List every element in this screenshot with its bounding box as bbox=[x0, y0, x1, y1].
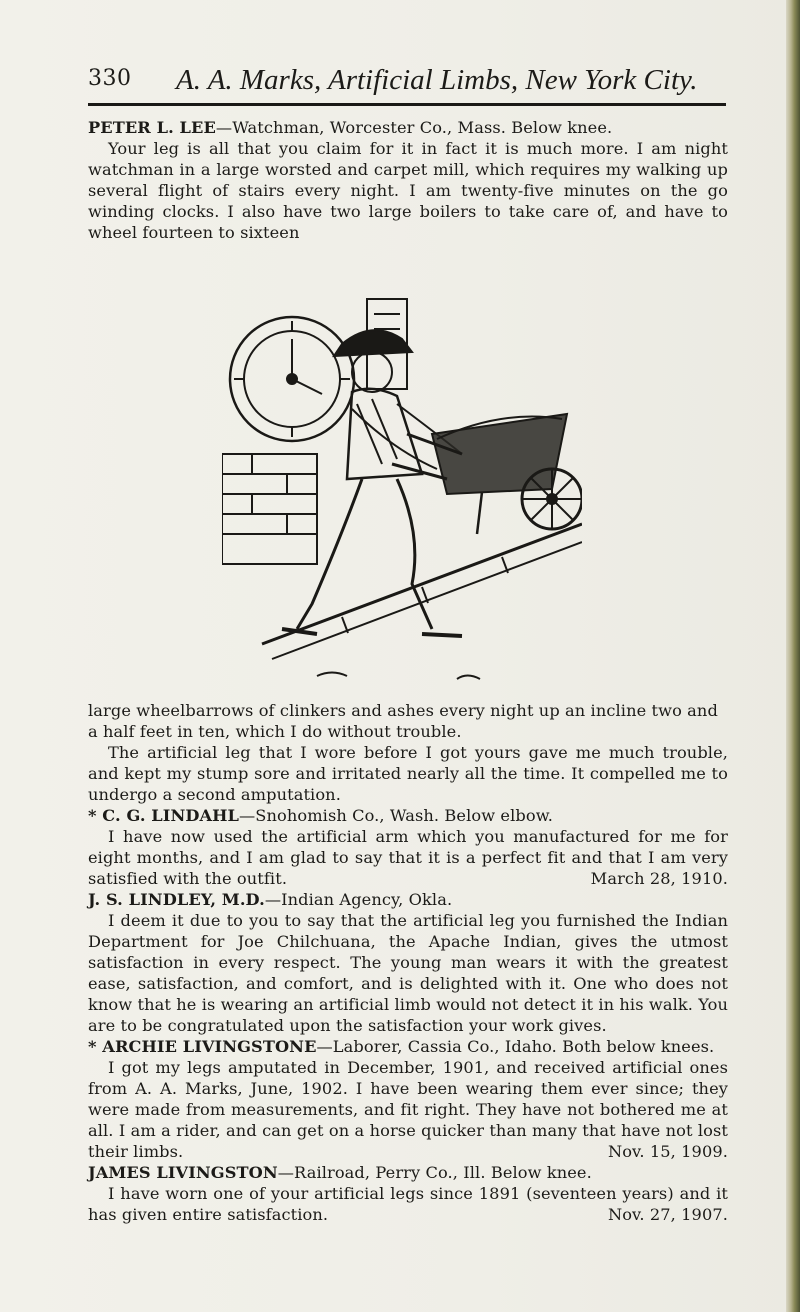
archie-name: * ARCHIE LIVINGSTONE bbox=[88, 1037, 317, 1056]
lindahl-heading bbox=[88, 805, 728, 826]
header-rule bbox=[88, 103, 726, 106]
lindley-heading-rest: —Indian Agency, Okla. bbox=[264, 890, 453, 909]
lindahl-text bbox=[88, 826, 728, 889]
james-heading bbox=[88, 1162, 728, 1183]
lee-text-after-figure: large wheelbarrows of clinkers and ashes every night up an incline two and a half feet in ten, which I do without trouble. bbox=[88, 701, 718, 741]
archie-heading bbox=[88, 1036, 728, 1057]
running-head: A. A. Marks, Artificial Limbs, New York City. bbox=[176, 64, 698, 96]
lee-name: PETER L. LEE bbox=[88, 118, 216, 137]
archie-text bbox=[88, 1057, 728, 1162]
lee-heading-rest: —Watchman, Worcester Co., Mass. Below knee. bbox=[215, 118, 613, 137]
lindley-heading bbox=[88, 889, 728, 910]
lindahl-heading-rest: —Snohomish Co., Wash. Below elbow. bbox=[239, 806, 553, 825]
lindahl-body: I have now used the artificial arm which you manufactured for me for eight months, and I am glad to say that it is a perfect fit and that I am very satisfied with the outfit. bbox=[88, 827, 728, 888]
page-edge bbox=[786, 0, 800, 1312]
james-body: I have worn one of your artificial legs since 1891 (seventeen years) and it has given entire satisfaction. bbox=[88, 1184, 728, 1224]
testimonials-continued bbox=[88, 700, 728, 1225]
wheelbarrow-illustration bbox=[222, 284, 582, 694]
lee-heading bbox=[88, 117, 728, 138]
page-header bbox=[88, 64, 728, 104]
james-heading-rest: —Railroad, Perry Co., Ill. Below knee. bbox=[277, 1163, 592, 1182]
lee-entry bbox=[88, 117, 728, 243]
lindley-name: J. S. LINDLEY, M.D. bbox=[88, 890, 265, 909]
lindahl-name: * C. G. LINDAHL bbox=[88, 806, 240, 825]
archie-body: I got my legs amputated in December, 1901, and received artificial ones from A. A. Marks, June, 1902. I have been wearing them ever since; they were made from measurements, and fit right. They have not bothered me at all. I am a rider, and can get on a horse quicker than many that have not lost their limbs. bbox=[88, 1058, 728, 1161]
lee-text-before-figure: Your leg is all that you claim for it in fact it is much more. I am night watchman in a large worsted and carpet mill, which requires my walking up several flight of stairs every night. I am twenty-five minutes on the go winding clocks. I also have two large boilers to take care of, and have to wheel fourteen to sixteen bbox=[88, 139, 728, 242]
page-number: 330 bbox=[88, 66, 132, 91]
james-text bbox=[88, 1183, 728, 1225]
james-date: Nov. 27, 1907. bbox=[607, 1205, 728, 1224]
james-name: JAMES LIVINGSTON bbox=[88, 1163, 278, 1182]
lindley-text: I deem it due to you to say that the artificial leg you furnished the Indian Department for Joe Chilchuana, the Apache Indian, gives the utmost satisfaction in every respect. The young man wears it with the greatest ease, satisfaction, and comfort, and is delighted with it. One who does not know that he is wearing an artificial limb would not detect it in his walk. You are to be congratulated upon the satisfaction your work gives. bbox=[88, 911, 728, 1035]
archie-heading-rest: —Laborer, Cassia Co., Idaho. Both below knees. bbox=[316, 1037, 715, 1056]
lee-paragraph-2: The artificial leg that I wore before I got yours gave me much trouble, and kept my stump sore and irritated nearly all the time. It compelled me to undergo a second amputation. bbox=[88, 743, 728, 804]
lindahl-date: March 28, 1910. bbox=[590, 869, 728, 888]
archie-date: Nov. 15, 1909. bbox=[607, 1142, 728, 1161]
